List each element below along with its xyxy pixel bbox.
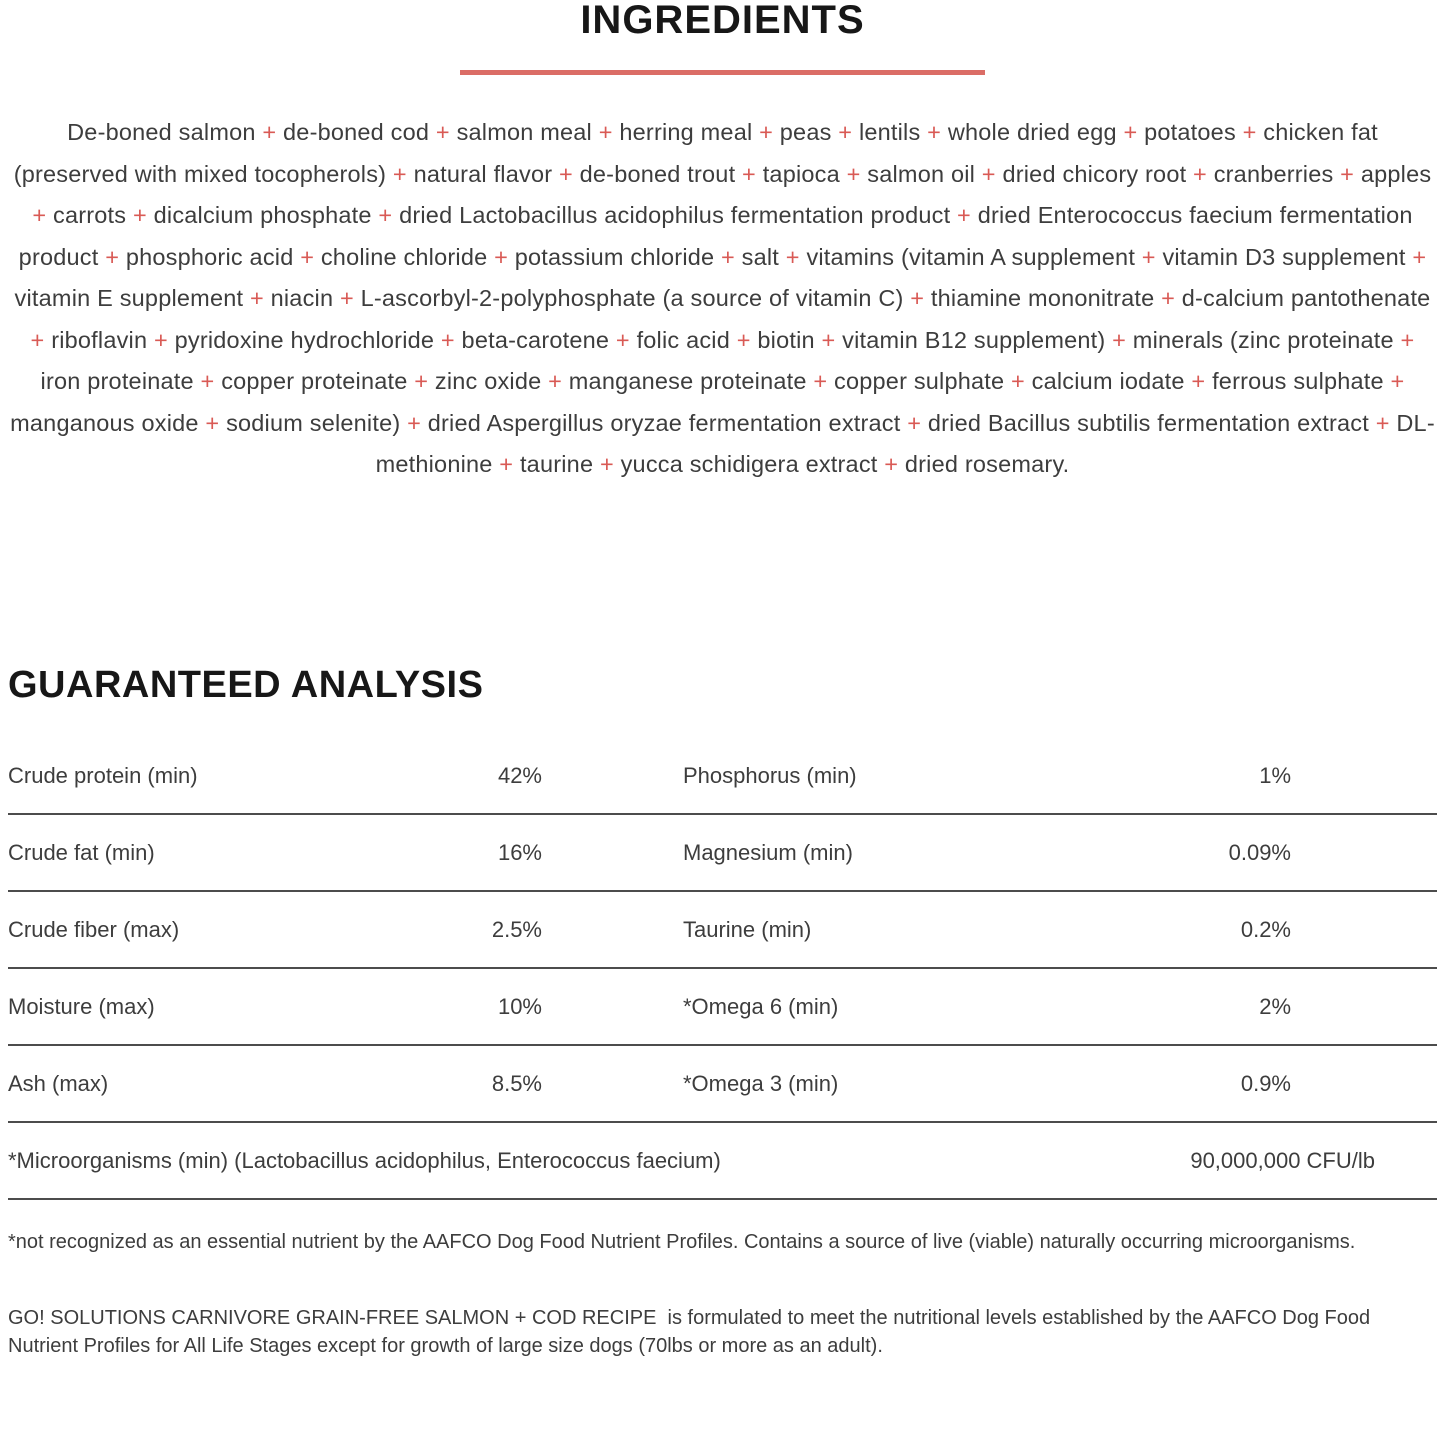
plus-separator-icon: + [1333,160,1361,187]
ingredient-item: vitamin D3 supplement [1162,243,1406,270]
nutrient-label: Crude protein (min) [8,762,198,788]
ingredient-item: De-boned salmon [67,119,256,145]
ingredient-item: beta-carotene [461,326,610,353]
ingredient-item: yucca schidigera extract [620,451,878,477]
ingredient-item: ferrous sulphate [1212,368,1384,394]
plus-separator-icon: + [1135,243,1163,270]
plus-separator-icon: + [487,243,515,270]
plus-separator-icon: + [806,368,835,394]
nutrient-value: 0.2% [1240,916,1291,942]
nutrient-value: 10% [497,993,542,1019]
analysis-left-pair [8,916,675,943]
ingredient-item: manganous oxide [10,409,199,436]
plus-separator-icon: + [198,409,227,436]
plus-separator-icon: + [609,326,637,353]
plus-separator-icon: + [752,119,780,145]
ingredient-item: tapioca [762,160,840,187]
nutrient-label: Phosphorus (min) [683,762,857,788]
ingredient-item: dicalcium phosphate [153,202,372,228]
analysis-right-pair [675,1070,1437,1097]
plus-separator-icon: + [429,119,457,145]
plus-separator-icon: + [400,409,428,436]
ingredient-item: dried chicory root [1002,160,1187,187]
plus-separator-icon: + [975,160,1003,187]
plus-separator-icon: + [126,202,154,228]
nutrient-value: 1% [1259,762,1291,788]
nutrient-value: 90,000,000 CFU/lb [1190,1147,1375,1173]
analysis-left-pair [8,1070,675,1097]
ingredient-item: potatoes [1144,119,1236,145]
plus-separator-icon: + [255,119,284,145]
plus-separator-icon: + [32,202,54,228]
plus-separator-icon: + [1235,119,1264,145]
analysis-left-pair [8,993,675,1020]
ingredient-item: salt [741,243,780,270]
ingredient-item: carrots [53,202,127,228]
ingredient-item: dried Aspergillus oryzae fermentation extract [427,409,901,436]
guaranteed-analysis-heading: GUARANTEED ANALYSIS [8,663,484,706]
analysis-right-pair [675,839,1437,866]
analysis-right-pair [675,993,1437,1020]
ingredient-item: sodium selenite) [226,409,401,436]
ingredient-item: potassium chloride [514,243,715,270]
plus-separator-icon: + [1369,409,1397,436]
nutrient-label: Crude fiber (max) [8,916,180,942]
analysis-right-pair [675,762,1437,789]
ingredients-section [8,0,1437,486]
nutrient-label: Crude fat (min) [8,839,155,865]
plus-separator-icon: + [1393,326,1415,353]
plus-separator-icon: + [386,160,414,187]
ingredient-item: dried Enterococcus faecium fermentation product [18,202,1413,270]
ingredient-item: iron proteinate [40,368,194,394]
ingredient-item: zinc oxide [434,368,542,394]
plus-separator-icon: + [541,368,569,394]
ingredient-item: herring meal [619,119,753,145]
analysis-row [8,815,1437,892]
plus-separator-icon: + [831,119,859,145]
ingredient-item: dried rosemary. [904,451,1070,477]
ingredient-item: L-ascorbyl-2-polyphosphate (a source of vitamin C) [360,285,904,311]
nutrient-value: 16% [497,839,542,865]
ingredient-item: taurine [519,451,594,477]
plus-separator-icon: + [1154,285,1182,311]
ingredient-item: niacin [270,285,334,311]
nutrient-label: *Microorganisms (min) (Lactobacillus acidophilus, Enterococcus faecium) [8,1147,721,1173]
analysis-row [8,1046,1437,1123]
ingredient-item: vitamin B12 supplement) [842,326,1106,353]
ingredient-item: de-boned trout [579,160,736,187]
plus-separator-icon: + [434,326,462,353]
plus-separator-icon: + [814,326,843,353]
ingredient-item: vitamin E supplement [14,285,244,311]
ingredients-list [8,112,1437,486]
ingredient-item: minerals (zinc proteinate [1132,326,1394,353]
ingredient-item: salmon meal [456,119,592,145]
plus-separator-icon: + [839,160,868,187]
plus-separator-icon: + [714,243,742,270]
nutrient-value: 0.9% [1240,1070,1291,1096]
analysis-left-pair [8,839,675,866]
nutrient-value: 8.5% [491,1070,542,1096]
plus-separator-icon: + [293,243,321,270]
ingredient-item: manganese proteinate [568,368,807,394]
ingredient-item: peas [779,119,832,145]
ingredient-item: cranberries [1213,160,1334,187]
ingredient-item: pyridoxine hydrochloride [174,326,435,353]
nutrient-label: Magnesium (min) [683,839,853,865]
ingredient-item: phosphoric acid [125,243,294,270]
analysis-table [8,738,1437,1200]
nutrient-value: 2% [1259,993,1291,1019]
nutrient-label: Taurine (min) [683,916,812,942]
plus-separator-icon: + [407,368,435,394]
plus-separator-icon: + [333,285,361,311]
ingredient-item: natural flavor [413,160,553,187]
ingredients-heading: INGREDIENTS [580,0,865,42]
ingredient-item: choline chloride [320,243,488,270]
ingredient-item: copper sulphate [834,368,1005,394]
ingredient-item: folic acid [636,326,730,353]
plus-separator-icon: + [98,243,126,270]
ingredient-item: salmon oil [867,160,976,187]
ingredient-item: d-calcium pantothenate [1181,285,1431,311]
plus-separator-icon: + [30,326,52,353]
analysis-row [8,969,1437,1046]
plus-separator-icon: + [1186,160,1214,187]
nutrient-value: 0.09% [1228,839,1291,865]
nutrient-label: Ash (max) [8,1070,109,1096]
formulation-note: GO! SOLUTIONS CARNIVORE GRAIN-FREE SALMON + COD RECIPE is formulated to meet the nutritional levels established by the AAFCO Dog Food Nutrient Profiles for All Life Stages except for growth of large size dogs (70lbs or more as an adult). [8,1306,1376,1357]
analysis-row [8,892,1437,969]
ingredient-item: dried Bacillus subtilis fermentation extract [927,409,1369,436]
nutrient-value: 2.5% [491,916,542,942]
plus-separator-icon: + [1105,326,1133,353]
plus-separator-icon: + [900,409,928,436]
plus-separator-icon: + [371,202,400,228]
nutrient-value: 42% [497,762,542,788]
plus-separator-icon: + [735,160,763,187]
plus-separator-icon: + [1405,243,1427,270]
plus-separator-icon: + [950,202,978,228]
ingredient-item: chicken fat (preserved with mixed tocopherols) [13,119,1378,187]
ingredient-item: thiamine mononitrate [930,285,1155,311]
ingredient-item: apples [1360,160,1432,187]
guaranteed-analysis-section [8,663,1437,1254]
microorganisms-row [8,1123,1437,1200]
plus-separator-icon: + [593,451,621,477]
analysis-row [8,738,1437,815]
nutrient-label: Moisture (max) [8,993,155,1019]
plus-separator-icon: + [779,243,807,270]
plus-separator-icon: + [591,119,620,145]
ingredient-item: copper proteinate [221,368,408,394]
plus-separator-icon: + [1116,119,1145,145]
plus-separator-icon: + [920,119,948,145]
ingredient-item: calcium iodate [1031,368,1185,394]
analysis-right-pair [675,916,1437,943]
plus-separator-icon: + [243,285,271,311]
heading-divider [460,70,985,75]
analysis-left-pair [8,762,675,789]
plus-separator-icon: + [1004,368,1032,394]
ingredient-item: de-boned cod [283,119,430,145]
plus-separator-icon: + [552,160,580,187]
ingredient-item: DL-methionine [375,409,1435,477]
plus-separator-icon: + [492,451,520,477]
plus-separator-icon: + [1383,368,1405,394]
ingredient-item: riboflavin [51,326,148,353]
nutrient-label: *Omega 6 (min) [683,993,839,1019]
ingredient-item: biotin [757,326,815,353]
plus-separator-icon: + [193,368,222,394]
ingredient-item: whole dried egg [947,119,1117,145]
plus-separator-icon: + [903,285,931,311]
analysis-footnote: *not recognized as an essential nutrient by the AAFCO Dog Food Nutrient Profiles. Contains a source of live (viable) naturally occurring microorganisms. [8,1230,1356,1253]
nutrient-label: *Omega 3 (min) [683,1070,839,1096]
plus-separator-icon: + [730,326,758,353]
plus-separator-icon: + [1184,368,1213,394]
ingredient-item: lentils [858,119,921,145]
ingredient-item: dried Lactobacillus acidophilus fermentation product [399,202,951,228]
plus-separator-icon: + [877,451,905,477]
ingredient-item: vitamins (vitamin A supplement [806,243,1136,270]
plus-separator-icon: + [147,326,175,353]
